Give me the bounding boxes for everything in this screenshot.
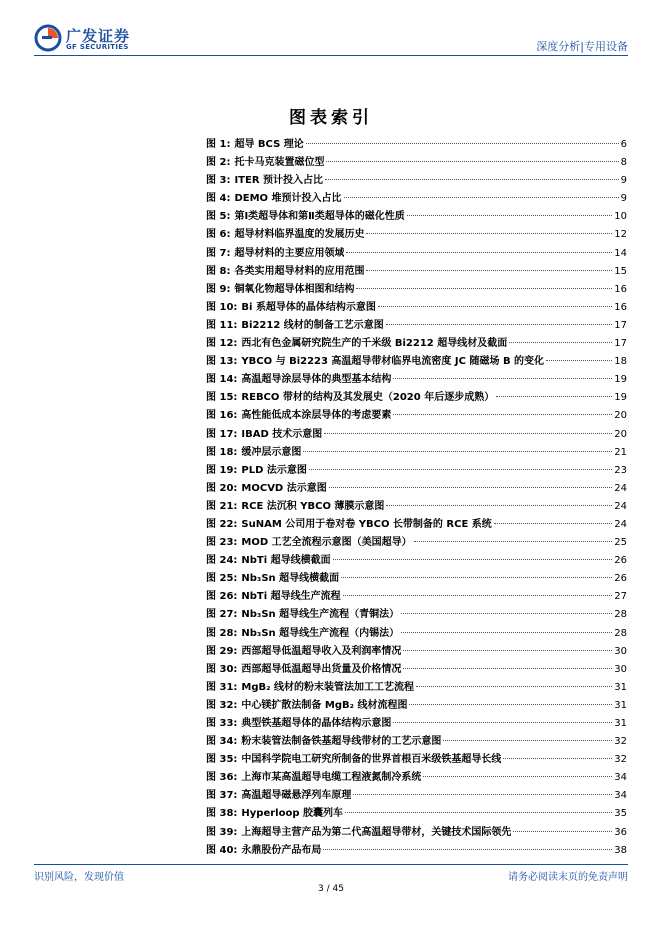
toc-figure-label: 图 27: — [206, 609, 238, 621]
toc-figure-label: 图 33: — [206, 718, 238, 729]
toc-figure-label: 图 29: — [206, 645, 238, 657]
toc-figure-title: 超导 BCS 理论 — [234, 139, 304, 150]
toc-figure-title: Nb₃Sn 超导线生产流程（内锡法） — [241, 627, 400, 639]
toc-page-number: 26 — [614, 555, 627, 567]
toc-figure-label: 图 15: — [206, 392, 238, 404]
toc-figure-label: 图 16: — [206, 410, 238, 422]
toc-entry[interactable] — [206, 263, 627, 281]
toc-dot-leader — [386, 324, 612, 325]
toc-dot-leader — [401, 632, 612, 633]
toc-entry[interactable] — [206, 208, 627, 226]
toc-page-number: 12 — [614, 229, 627, 241]
toc-figure-title: NbTi 超导线生产流程 — [241, 591, 341, 603]
toc-page-number: 15 — [614, 265, 627, 277]
toc-figure-label: 图 20: — [206, 482, 238, 494]
toc-figure-title: Bi 系超导体的晶体结构示意图 — [241, 301, 376, 313]
toc-figure-label: 图 32: — [206, 699, 238, 711]
toc-dot-leader — [513, 831, 612, 832]
toc-figure-title: 西北有色金属研究院生产的千米级 Bi2212 超导线材及截面 — [241, 338, 508, 350]
toc-figure-label: 图 37: — [206, 790, 238, 802]
toc-entry[interactable] — [206, 389, 627, 407]
toc-dot-leader — [309, 469, 612, 470]
toc-figure-label: 图 19: — [206, 464, 238, 476]
toc-page-number: 9 — [620, 193, 627, 205]
toc-figure-title: Bi2212 线材的制备工艺示意图 — [241, 319, 384, 331]
toc-figure-label: 图 14: — [206, 374, 238, 386]
toc-page-number: 35 — [614, 808, 627, 820]
toc-entry[interactable] — [206, 805, 627, 823]
toc-dot-leader — [403, 668, 612, 669]
toc-page-number: 34 — [614, 772, 627, 784]
page-number: 3 / 45 — [318, 884, 344, 894]
toc-figure-label: 图 11: — [206, 319, 238, 331]
toc-dot-leader — [343, 595, 613, 596]
toc-page-number: 9 — [620, 175, 627, 187]
toc-figure-title: ITER 预计投入占比 — [234, 175, 324, 187]
toc-figure-label: 图 10: — [206, 301, 238, 313]
gf-logo-icon — [34, 24, 62, 52]
toc-entry[interactable] — [206, 570, 627, 588]
toc-dot-leader — [414, 541, 613, 542]
toc-figure-label: 图 12: — [206, 338, 238, 350]
toc-entry[interactable] — [206, 697, 627, 715]
toc-page-number: 8 — [620, 157, 627, 169]
toc-dot-leader — [324, 433, 612, 434]
toc-figure-label: 图 18: — [206, 446, 238, 458]
toc-figure-title: 上海市某高温超导电缆工程液氮制冷系统 — [241, 772, 422, 784]
figure-index-list — [206, 136, 627, 860]
logo-en-text: GF SECURITIES — [66, 43, 129, 51]
toc-dot-leader — [503, 758, 612, 759]
toc-figure-label: 图 4: — [206, 193, 231, 205]
toc-entry[interactable] — [206, 606, 627, 624]
toc-page-number: 16 — [614, 301, 627, 313]
toc-entry[interactable] — [206, 335, 627, 353]
toc-figure-title: 西部超导低温超导收入及利润率情况 — [241, 645, 402, 657]
toc-entry[interactable] — [206, 190, 627, 208]
toc-page-number: 26 — [614, 573, 627, 585]
toc-entry[interactable] — [206, 299, 627, 317]
toc-dot-leader — [306, 143, 619, 144]
logo-cn-text: 广发证券 — [66, 27, 131, 45]
toc-dot-leader — [416, 686, 612, 687]
toc-figure-title: 铜氧化物超导体相图和结构 — [234, 283, 355, 295]
toc-page-number: 30 — [614, 663, 627, 675]
toc-figure-title: MgB₂ 线材的粉末装管法加工工艺流程 — [241, 681, 414, 693]
page-title: 图表索引 — [289, 108, 373, 128]
toc-page-number: 10 — [614, 211, 627, 223]
toc-page-number: 6 — [620, 139, 627, 150]
toc-figure-label: 图 6: — [206, 229, 231, 241]
toc-figure-label: 图 22: — [206, 518, 238, 530]
toc-entry[interactable] — [206, 462, 627, 480]
toc-page-number: 17 — [614, 319, 627, 331]
toc-figure-title: PLD 法示意图 — [241, 464, 307, 476]
toc-figure-label: 图 31: — [206, 681, 238, 693]
toc-figure-label: 图 34: — [206, 736, 238, 748]
toc-dot-leader — [496, 396, 612, 397]
toc-dot-leader — [356, 288, 612, 289]
toc-figure-title: 中心镁扩散法制备 MgB₂ 线材流程图 — [241, 699, 408, 711]
toc-figure-title: 粉末装管法制备铁基超导线带材的工艺示意图 — [241, 736, 442, 748]
toc-entry[interactable] — [206, 407, 627, 425]
toc-entry[interactable] — [206, 516, 627, 534]
toc-figure-label: 图 26: — [206, 591, 238, 603]
toc-figure-label: 图 7: — [206, 247, 231, 259]
toc-figure-label: 图 5: — [206, 211, 231, 223]
toc-page-number: 32 — [614, 754, 627, 766]
toc-figure-title: 高性能低成本涂层导体的考虑要素 — [241, 410, 392, 422]
toc-entry[interactable] — [206, 625, 627, 643]
toc-dot-leader — [344, 197, 619, 198]
toc-dot-leader — [333, 559, 613, 560]
toc-figure-label: 图 38: — [206, 808, 238, 820]
toc-figure-label: 图 40: — [206, 844, 238, 856]
footer-disclaimer: 请务必阅读末页的免责声明 — [508, 872, 628, 883]
toc-figure-title: DEMO 堆预计投入占比 — [234, 193, 342, 205]
toc-figure-label: 图 28: — [206, 627, 238, 639]
toc-dot-leader — [443, 740, 612, 741]
toc-figure-title: 托卡马克装置磁位型 — [234, 157, 325, 169]
toc-page-number: 32 — [614, 736, 627, 748]
toc-dot-leader — [494, 523, 612, 524]
footer-divider — [34, 864, 628, 865]
toc-dot-leader — [325, 179, 619, 180]
toc-figure-title: 上海超导主营产品为第二代高温超导带材，关键技术国际领先 — [241, 826, 512, 838]
toc-figure-title: MOCVD 法示意图 — [241, 482, 327, 494]
toc-entry[interactable] — [206, 226, 627, 244]
toc-figure-title: Nb₃Sn 超导线横截面 — [241, 573, 340, 585]
toc-page-number: 24 — [614, 482, 627, 494]
toc-figure-label: 图 9: — [206, 283, 231, 295]
toc-page-number: 20 — [614, 428, 627, 440]
toc-page-number: 21 — [614, 446, 627, 458]
toc-entry[interactable] — [206, 552, 627, 570]
toc-entry[interactable] — [206, 787, 627, 805]
toc-figure-title: NbTi 超导线横截面 — [241, 555, 331, 567]
toc-page-number: 28 — [614, 627, 627, 639]
toc-figure-label: 图 24: — [206, 555, 238, 567]
toc-dot-leader — [341, 577, 612, 578]
toc-entry[interactable] — [206, 715, 627, 733]
toc-page-number: 23 — [614, 464, 627, 476]
toc-dot-leader — [509, 342, 612, 343]
toc-dot-leader — [409, 704, 612, 705]
toc-figure-title: SuNAM 公司用于卷对卷 YBCO 长带制备的 RCE 系统 — [241, 518, 492, 530]
toc-page-number: 30 — [614, 645, 627, 657]
toc-figure-title: 西部超导低温超导出货量及价格情况 — [241, 663, 402, 675]
toc-figure-label: 图 25: — [206, 573, 238, 585]
toc-figure-label: 图 30: — [206, 663, 238, 675]
toc-figure-label: 图 23: — [206, 537, 238, 549]
toc-figure-label: 图 39: — [206, 826, 238, 838]
toc-dot-leader — [546, 360, 612, 361]
toc-dot-leader — [393, 722, 612, 723]
toc-dot-leader — [386, 505, 612, 506]
toc-entry[interactable] — [206, 751, 627, 769]
toc-dot-leader — [353, 794, 612, 795]
toc-entry[interactable] — [206, 136, 627, 154]
toc-dot-leader — [303, 451, 612, 452]
toc-page-number: 28 — [614, 609, 627, 621]
toc-figure-title: 永鼎股份产品布局 — [241, 844, 322, 856]
toc-figure-title: RCE 法沉积 YBCO 薄膜示意图 — [241, 500, 385, 512]
toc-page-number: 14 — [614, 247, 627, 259]
toc-page-number: 36 — [614, 826, 627, 838]
page-header — [0, 0, 662, 60]
toc-entry[interactable] — [206, 588, 627, 606]
toc-figure-label: 图 2: — [206, 157, 231, 169]
toc-figure-label: 图 21: — [206, 500, 238, 512]
toc-figure-title: MOD 工艺全流程示意图（美国超导） — [241, 537, 412, 549]
toc-entry[interactable] — [206, 842, 627, 860]
toc-page-number: 34 — [614, 790, 627, 802]
toc-dot-leader — [329, 487, 613, 488]
toc-entry[interactable] — [206, 534, 627, 552]
toc-page-number: 38 — [614, 844, 627, 856]
toc-figure-title: 中国科学院电工研究所制备的世界首根百米级铁基超导长线 — [241, 754, 502, 766]
toc-figure-title: 高温超导涂层导体的典型基本结构 — [241, 374, 392, 386]
toc-figure-title: 典型铁基超导体的晶体结构示意图 — [241, 718, 392, 729]
toc-entry[interactable] — [206, 281, 627, 299]
toc-figure-title: 各类实用超导材料的应用范围 — [234, 265, 365, 277]
footer-slogan: 识别风险，发现价值 — [34, 872, 124, 883]
toc-page-number: 31 — [614, 718, 627, 729]
toc-figure-label: 图 1: — [206, 139, 231, 150]
toc-entry[interactable] — [206, 154, 627, 172]
toc-entry[interactable] — [206, 769, 627, 787]
toc-figure-label: 图 8: — [206, 265, 231, 277]
toc-figure-title: 高温超导磁悬浮列车原理 — [241, 790, 352, 802]
toc-entry[interactable] — [206, 317, 627, 335]
toc-page-number: 20 — [614, 410, 627, 422]
toc-figure-label: 图 17: — [206, 428, 238, 440]
toc-dot-leader — [345, 812, 612, 813]
toc-figure-title: 第Ⅰ类超导体和第Ⅱ类超导体的磁化性质 — [234, 211, 405, 223]
toc-dot-leader — [323, 849, 612, 850]
toc-page-number: 19 — [614, 392, 627, 404]
toc-page-number: 25 — [614, 537, 627, 549]
toc-entry[interactable] — [206, 661, 627, 679]
toc-dot-leader — [366, 270, 612, 271]
toc-entry[interactable] — [206, 824, 627, 842]
toc-figure-label: 图 35: — [206, 754, 238, 766]
toc-entry[interactable] — [206, 733, 627, 751]
toc-page-number: 17 — [614, 338, 627, 350]
toc-figure-title: 超导材料的主要应用领域 — [234, 247, 345, 259]
toc-figure-title: Hyperloop 胶囊列车 — [241, 808, 343, 820]
toc-dot-leader — [366, 233, 612, 234]
toc-page-number: 24 — [614, 518, 627, 530]
toc-entry[interactable] — [206, 679, 627, 697]
toc-dot-leader — [346, 252, 612, 253]
toc-entry[interactable] — [206, 444, 627, 462]
toc-page-number: 16 — [614, 283, 627, 295]
toc-figure-title: 超导材料临界温度的发展历史 — [234, 229, 365, 241]
header-divider — [34, 55, 628, 56]
toc-dot-leader — [378, 306, 612, 307]
toc-entry[interactable] — [206, 172, 627, 190]
toc-page-number: 27 — [614, 591, 627, 603]
toc-page-number: 18 — [614, 356, 627, 368]
toc-entry[interactable] — [206, 245, 627, 263]
toc-figure-title: 缓冲层示意图 — [241, 446, 302, 458]
toc-dot-leader — [423, 776, 612, 777]
toc-figure-label: 图 36: — [206, 772, 238, 784]
toc-figure-title: REBCO 带材的结构及其发展史（2020 年后逐步成熟） — [241, 392, 495, 404]
toc-dot-leader — [393, 378, 612, 379]
toc-figure-title: IBAD 技术示意图 — [241, 428, 323, 440]
toc-figure-title: YBCO 与 Bi2223 高温超导带材临界电流密度 JC 随磁场 B 的变化 — [241, 356, 545, 368]
toc-figure-title: Nb₃Sn 超导线生产流程（青铜法） — [241, 609, 400, 621]
gf-securities-logo — [34, 24, 144, 54]
toc-dot-leader — [326, 161, 618, 162]
toc-dot-leader — [403, 650, 612, 651]
toc-dot-leader — [393, 414, 612, 415]
toc-dot-leader — [407, 215, 613, 216]
toc-entry[interactable] — [206, 498, 627, 516]
toc-page-number: 31 — [614, 681, 627, 693]
toc-figure-label: 图 3: — [206, 175, 231, 187]
report-category: 深度分析|专用设备 — [536, 40, 628, 53]
toc-page-number: 31 — [614, 699, 627, 711]
toc-entry[interactable] — [206, 353, 627, 371]
toc-dot-leader — [401, 613, 612, 614]
toc-page-number: 24 — [614, 500, 627, 512]
toc-entry[interactable] — [206, 643, 627, 661]
toc-entry[interactable] — [206, 371, 627, 389]
toc-figure-label: 图 13: — [206, 356, 238, 368]
toc-page-number: 19 — [614, 374, 627, 386]
toc-entry[interactable] — [206, 426, 627, 444]
toc-entry[interactable] — [206, 480, 627, 498]
